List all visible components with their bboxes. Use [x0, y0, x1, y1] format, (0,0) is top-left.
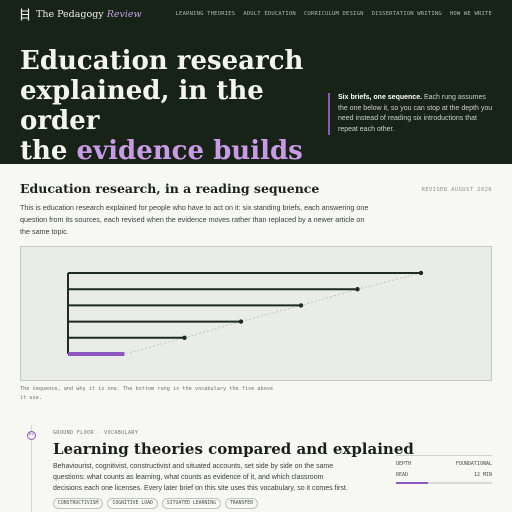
- hero-title-line-3: the: [20, 136, 68, 166]
- card-title[interactable]: Learning theories compared and explained: [53, 440, 414, 458]
- hero-banner: [0, 0, 512, 164]
- ladder-diagram: [21, 247, 491, 380]
- ladder-rung-end-2: [182, 336, 186, 340]
- nav-link-adult-education[interactable]: ADULT EDUCATION: [243, 11, 296, 17]
- hero-title-accent: evidence builds: [76, 136, 303, 166]
- ladder-guide-line: [124, 273, 421, 354]
- card-description: Behaviourist, cognitivist, constructivist and situated accounts, set side by side on the same questions: what counts as learning, what counts as evidence of it, and which classroom decisions each one licenses. Every later brief on this site uses this vocabulary, so it comes first.: [53, 463, 348, 492]
- side-note-lead: Six briefs, one sequence.: [338, 94, 423, 101]
- tag-list: [53, 498, 258, 509]
- tag-situated-learning[interactable]: SITUATED LEARNING: [162, 498, 221, 509]
- meta-depth-row: [396, 456, 492, 467]
- card-meta: [396, 455, 492, 484]
- hero-title-line-2: explained, in the order: [20, 76, 264, 136]
- meta-depth-label: DEPTH: [396, 461, 412, 467]
- ladder-rung-end-6: [419, 271, 423, 275]
- nav-link-dissertation-writing[interactable]: DISSERTATION WRITING: [371, 11, 442, 17]
- brand-accent: Review: [106, 9, 142, 20]
- diagram-caption: The sequence, and why it is one. The bottom rung is the vocabulary the five above it use.: [20, 386, 273, 401]
- card-eyebrow: GROUND FLOOR · VOCABULARY: [53, 430, 139, 436]
- ladder-logo-icon: [20, 8, 30, 21]
- revised-date: REVISED AUGUST 2026: [421, 187, 492, 193]
- section-title: Education research, in a reading sequence: [20, 181, 320, 196]
- meta-read-row: [396, 467, 492, 478]
- top-nav: [0, 0, 512, 30]
- sequence-diagram: [20, 246, 492, 381]
- hero-side-note: [328, 93, 493, 135]
- tag-transfer[interactable]: TRANSFER: [225, 498, 258, 509]
- read-progress-fill: [396, 482, 428, 484]
- hero-title: [20, 46, 320, 166]
- brand-name: The Pedagogy: [36, 9, 104, 20]
- hero-title-line-1: Education research: [20, 46, 304, 76]
- ladder-rung-end-4: [299, 303, 303, 307]
- nav-link-curriculum-design[interactable]: CURRICULUM DESIGN: [303, 11, 364, 17]
- meta-depth-value: FOUNDATIONAL: [455, 461, 492, 467]
- rung-marker: 01: [27, 431, 36, 440]
- tag-cognitive-load[interactable]: COGNITIVE LOAD: [107, 498, 157, 509]
- read-progress-bar: [396, 482, 492, 484]
- side-note-text: Each rung assumes the one below it, so you can stop at the depth you need instead of reading six introductions that repeat each other.: [338, 94, 493, 133]
- nav-link-learning-theories[interactable]: LEARNING THEORIES: [175, 11, 236, 17]
- ladder-rung-end-3: [239, 319, 243, 323]
- nav-links: [176, 11, 492, 17]
- ladder-rung-end-5: [355, 287, 359, 291]
- meta-read-label: READ: [396, 472, 409, 478]
- tag-constructivism[interactable]: CONSTRUCTIVISM: [53, 498, 103, 509]
- nav-link-how-we-write[interactable]: HOW WE WRITE: [449, 11, 492, 17]
- section-intro: This is education research explained for people who have to act on it: six standing briefs, each answering one question from its sources, each revised when the evidence moves rather than replaced by a newer article on the same topic.: [20, 203, 369, 236]
- site-brand[interactable]: [36, 9, 142, 20]
- meta-read-value: 12 MIN: [473, 472, 492, 478]
